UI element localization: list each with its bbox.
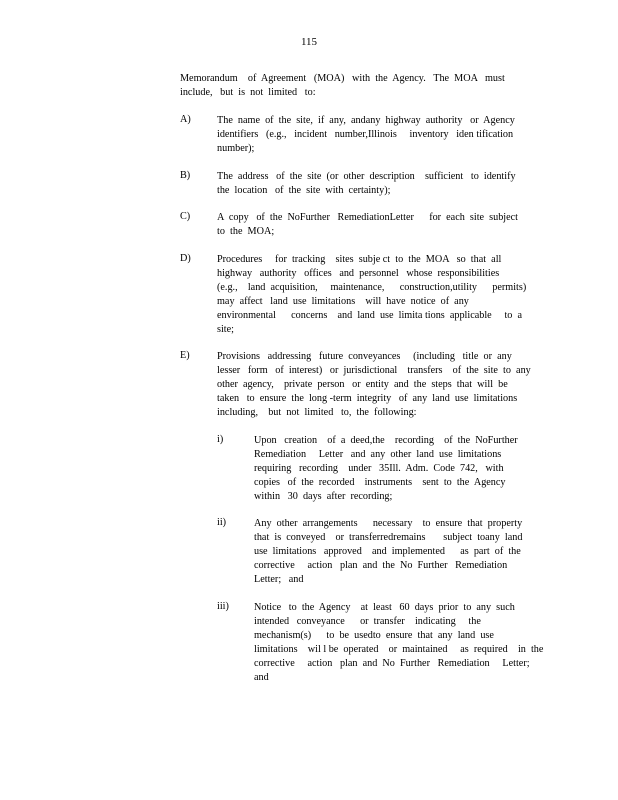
page-number: 115 [300, 36, 318, 48]
sub-item-text [254, 517, 542, 587]
text-line: requiring recording under 35Ill. Adm. Code 742, with [254, 463, 504, 474]
item-label: B) [180, 170, 191, 181]
text-line: corrective action plan and the No Further Remediation [254, 560, 508, 571]
intro-paragraph [180, 72, 525, 100]
text-line: number); [217, 143, 255, 154]
text-line: site; [217, 324, 234, 335]
text-line: (e.g., land acquisition, maintenance, construction,utility permits) [217, 282, 527, 293]
text-line: to the MOA; [217, 226, 275, 237]
text-line: include, but is not limited to: [180, 87, 316, 98]
item-text [217, 114, 525, 156]
text-line: identifiers (e.g., incident number,Illinois inventory iden tification [217, 129, 514, 140]
item-label: D) [180, 253, 191, 264]
text-line: highway authority offices and personnel whose responsibilities [217, 268, 500, 279]
text-line: limitations wil l be operated or maintained as required in the [254, 644, 544, 655]
text-line: A copy of the NoFurther RemediationLetter for each site subject [217, 212, 519, 223]
sub-item-text [254, 434, 542, 504]
text-line: The name of the site, if any, andany highway authority or Agency [217, 115, 515, 126]
item-text [217, 253, 525, 337]
text-line: Letter; and [254, 574, 304, 585]
text-line: copies of the recorded instruments sent to the Agency [254, 477, 506, 488]
text-line: Upon creation of a deed,the recording of the NoFurther [254, 435, 518, 446]
text-line: Procedures for tracking sites subje ct to the MOA so that all [217, 254, 502, 265]
item-text [217, 211, 525, 239]
text-line: mechanism(s) to be usedto ensure that any land use [254, 630, 494, 641]
text-line: Any other arrangements necessary to ensure that property [254, 518, 523, 529]
text-line: use limitations approved and implemented as part of the [254, 546, 521, 557]
text-line: taken to ensure the long -term integrity of any land use limitations [217, 393, 518, 404]
item-label: A) [180, 114, 191, 125]
item-text [217, 350, 531, 420]
text-line: within 30 days after recording; [254, 491, 393, 502]
sub-item-label: ii) [217, 517, 227, 528]
sub-item-label: i) [217, 434, 224, 445]
sub-item-text [254, 601, 542, 685]
sub-item-label: iii) [217, 601, 229, 612]
text-line: and [254, 672, 269, 683]
item-text [217, 170, 525, 198]
text-line: that is conveyed or transferredremains subject toany land [254, 532, 523, 543]
text-line: including, but not limited to, the following: [217, 407, 417, 418]
text-line: corrective action plan and No Further Remediation Letter; [254, 658, 530, 669]
text-line: The address of the site (or other description sufficient to identify [217, 171, 516, 182]
text-line: Remediation Letter and any other land use limitations [254, 449, 502, 460]
text-line: the location of the site with certainty); [217, 185, 391, 196]
item-label: C) [180, 211, 191, 222]
text-line: Notice to the Agency at least 60 days prior to any such [254, 602, 515, 613]
text-line: intended conveyance or transfer indicating the [254, 616, 481, 627]
text-line: lesser form of interest) or jurisdictional transfers of the site to any [217, 365, 531, 376]
text-line: Provisions addressing future conveyances (including title or any [217, 351, 512, 362]
text-line: other agency, private person or entity and the steps that will be [217, 379, 508, 390]
text-line: Memorandum of Agreement (MOA) with the Agency. The MOA must [180, 73, 505, 84]
text-line: may affect land use limitations will have notice of any [217, 296, 469, 307]
item-label: E) [180, 350, 190, 361]
text-line: environmental concerns and land use limita tions applicable to a [217, 310, 522, 321]
